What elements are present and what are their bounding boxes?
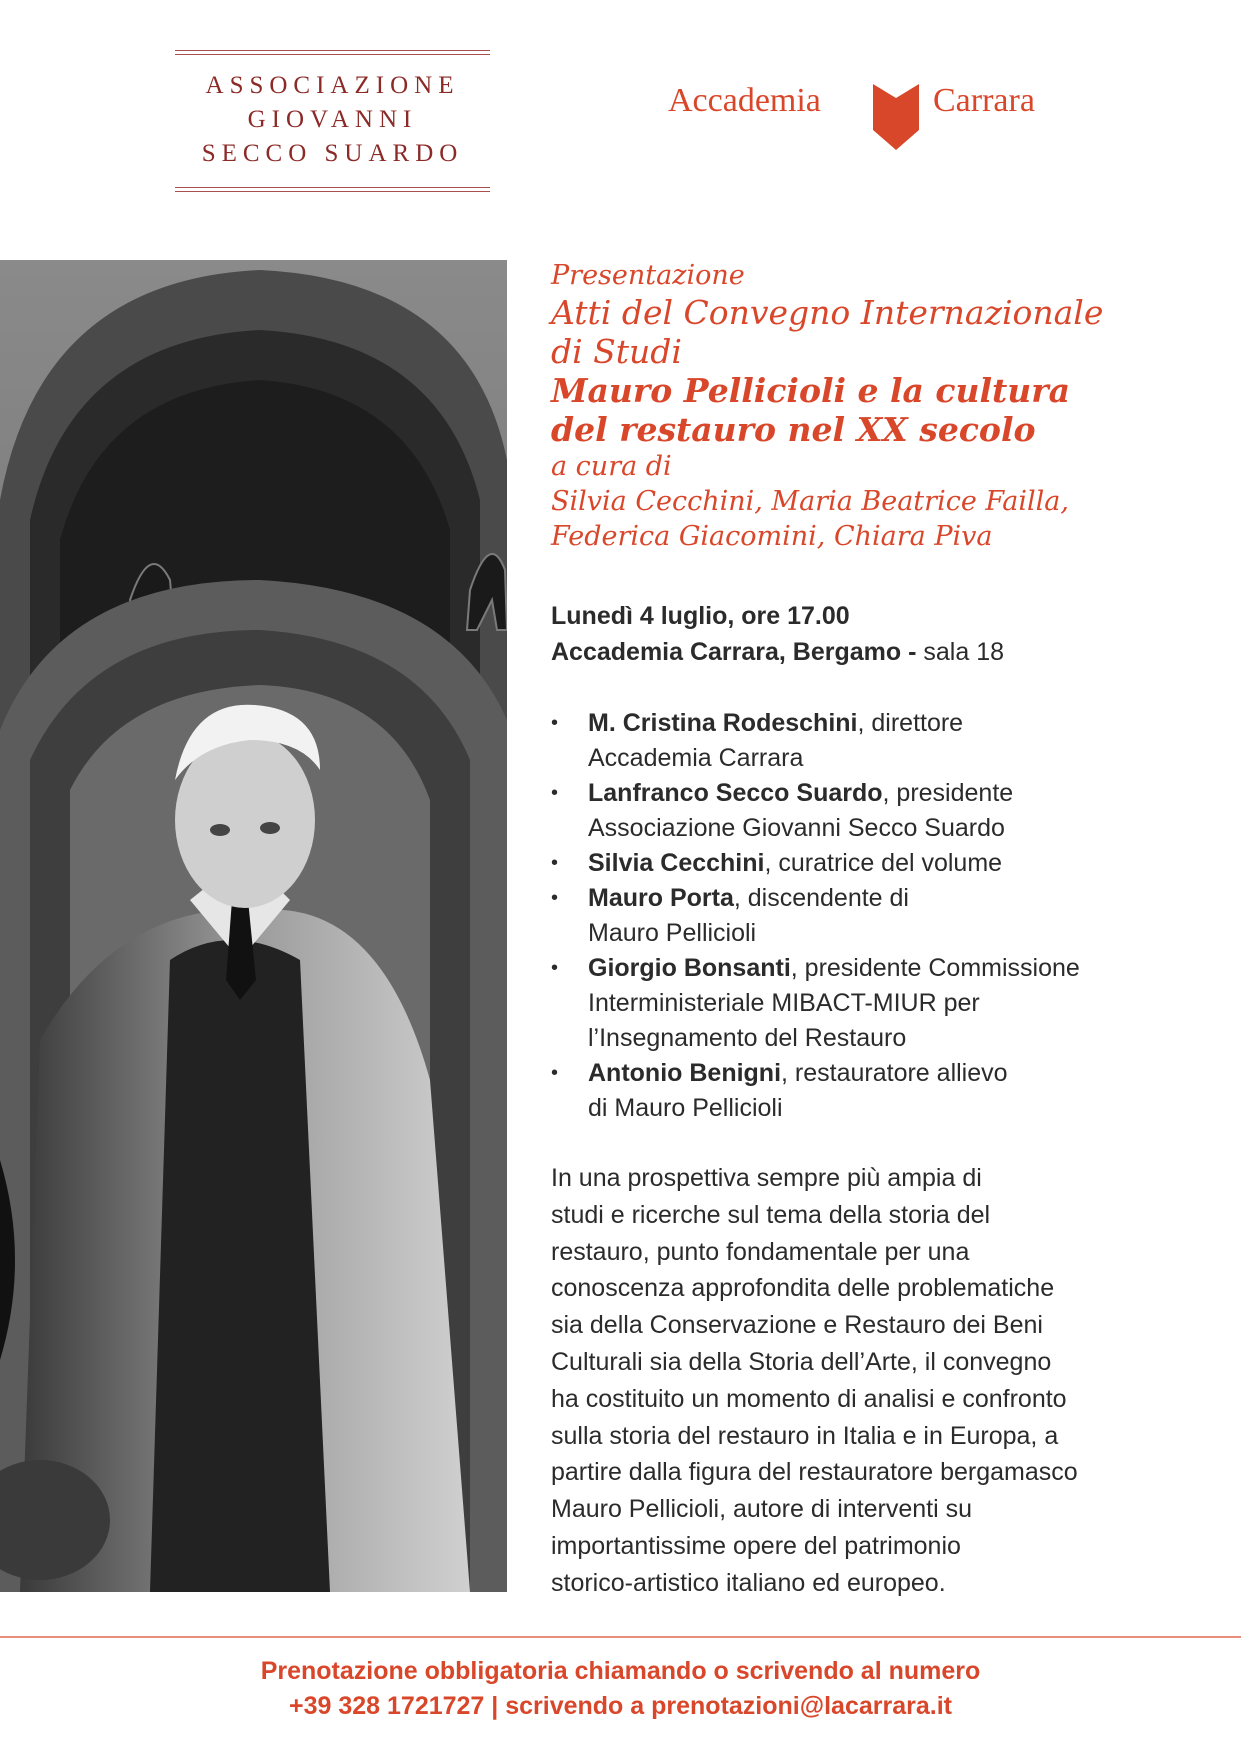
description-line: Mauro Pellicioli, autore di interventi su — [551, 1495, 973, 1524]
speaker-role-cont: Accademia Carrara — [588, 744, 804, 772]
description-line: sia della Conservazione e Restauro dei Beni — [551, 1311, 1043, 1340]
speaker-name: Giorgio Bonsanti — [588, 954, 791, 982]
description-line: ha costituito un momento di analisi e confronto — [551, 1384, 1067, 1413]
accademia-logo-word-left: Accademia — [668, 82, 821, 119]
main-content — [551, 258, 1211, 1602]
speaker-name: Silvia Cecchini — [588, 849, 765, 877]
title-kicker: Presentazione — [551, 260, 745, 291]
title-line: Mauro Pellicioli e la cultura — [551, 371, 1071, 410]
description-line: In una prospettiva sempre più ampia di — [551, 1164, 982, 1192]
list-item — [551, 951, 1211, 1056]
event-date-time: Lunedì 4 luglio, ore 17.00 — [551, 602, 850, 630]
event-venue: Accademia Carrara, Bergamo - — [551, 638, 917, 666]
list-item — [551, 846, 1211, 881]
list-item — [551, 706, 1211, 776]
speaker-role: , presidente Commissione — [790, 954, 1080, 982]
list-item — [551, 1056, 1211, 1126]
portrait-photo — [0, 260, 507, 1592]
speaker-name: Lanfranco Secco Suardo — [588, 779, 883, 807]
speaker-role: , discendente di — [733, 884, 909, 912]
event-info — [551, 598, 1211, 670]
speaker-role: , restauratore allievo — [781, 1059, 1008, 1087]
description-line: storico-artistico italiano ed europeo. — [551, 1568, 946, 1597]
shield-icon — [871, 82, 921, 152]
title-block — [551, 258, 1211, 554]
speakers-list — [551, 706, 1211, 1126]
title-line: Atti del Convegno Internazionale — [551, 293, 1104, 332]
speaker-role: , curatrice del volume — [764, 849, 1003, 877]
speaker-role-cont: Mauro Pellicioli — [588, 919, 757, 947]
title-line: di Studi — [551, 332, 682, 371]
portrait-photo-illustration — [0, 260, 507, 1592]
event-room: sala 18 — [923, 638, 1005, 666]
speaker-name: Mauro Porta — [588, 884, 734, 912]
description-line: Culturali sia della Storia dell’Arte, il convegno — [551, 1347, 1052, 1376]
association-logo-line: GIOVANNI — [247, 106, 418, 133]
speaker-role-cont: di Mauro Pellicioli — [588, 1094, 783, 1122]
footer-line: +39 328 1721727 | scrivendo a prenotazioni@lacarrara.it — [289, 1692, 952, 1720]
editors-line: Federica Giacomini, Chiara Piva — [551, 521, 993, 552]
list-item — [551, 776, 1211, 846]
speaker-role-cont: l’Insegnamento del Restauro — [588, 1024, 907, 1052]
description-line: importantissime opere del patrimonio — [551, 1531, 961, 1560]
speaker-role: , direttore — [857, 709, 964, 737]
curated-label: a cura di — [551, 451, 672, 482]
footer-booking — [0, 1654, 1241, 1724]
accademia-logo-word-right: Carrara — [933, 82, 1035, 119]
speaker-name: M. Cristina Rodeschini — [588, 709, 858, 737]
accademia-carrara-logo — [668, 78, 1088, 158]
speaker-role-cont: Associazione Giovanni Secco Suardo — [588, 814, 1005, 842]
logo-rule-bottom — [175, 187, 490, 192]
logo-rule-top — [175, 50, 490, 55]
speaker-role-cont: Interministeriale MIBACT-MIUR per — [588, 989, 980, 1017]
footer-divider — [0, 1636, 1241, 1638]
description-line: partire dalla figura del restauratore bergamasco — [551, 1458, 1078, 1487]
description-line: sulla storia del restauro in Italia e in Europa, a — [551, 1421, 1059, 1450]
speaker-name: Antonio Benigni — [588, 1059, 782, 1087]
title-line: del restauro nel XX secolo — [551, 410, 1036, 449]
association-logo-line: ASSOCIAZIONE — [205, 72, 460, 99]
association-logo — [175, 50, 490, 192]
association-logo-line: SECCO SUARDO — [201, 140, 464, 167]
description-line: studi e ricerche sul tema della storia del — [551, 1200, 991, 1229]
list-item — [551, 881, 1211, 951]
footer-line: Prenotazione obbligatoria chiamando o scrivendo al numero — [260, 1657, 981, 1685]
speaker-role: , presidente — [882, 779, 1014, 807]
description-line: restauro, punto fondamentale per una — [551, 1237, 970, 1266]
editors-line: Silvia Cecchini, Maria Beatrice Failla, — [551, 486, 1069, 517]
description — [551, 1160, 1216, 1602]
description-line: conoscenza approfondita delle problematiche — [551, 1274, 1055, 1303]
